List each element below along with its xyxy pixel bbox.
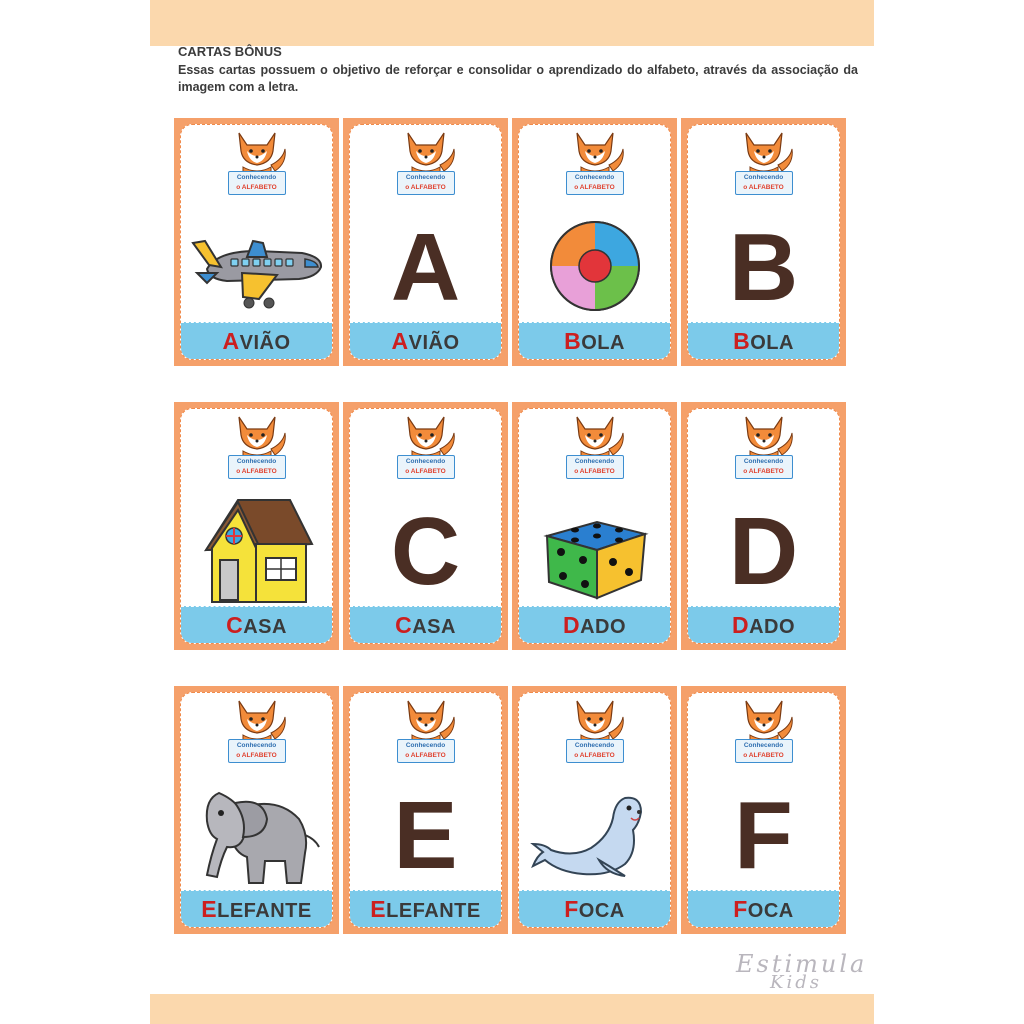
logo-label <box>228 739 286 763</box>
logo-label <box>228 171 286 195</box>
word-band <box>688 890 839 927</box>
word-band <box>519 890 670 927</box>
logo-label <box>735 455 793 479</box>
big-letter: E <box>393 782 458 889</box>
logo-line-2: o ALFABETO <box>743 752 784 759</box>
logo-line-1: Conhecendo <box>743 742 784 749</box>
logo-line-2: o ALFABETO <box>236 468 277 475</box>
logo-line-2: o ALFABETO <box>405 468 446 475</box>
logo-label <box>397 739 455 763</box>
word-rest: ASA <box>243 615 287 638</box>
card-word <box>564 328 625 355</box>
word-band <box>688 322 839 359</box>
card-word <box>226 612 287 639</box>
word-rest: VIÃO <box>239 331 291 354</box>
word-rest: OCA <box>747 899 794 922</box>
logo-line-2: o ALFABETO <box>236 184 277 191</box>
card-word <box>395 612 456 639</box>
flash-card <box>174 402 339 650</box>
card-body <box>349 408 502 644</box>
logo-label <box>397 171 455 195</box>
flash-card <box>343 402 508 650</box>
card-art <box>181 205 332 331</box>
big-letter: F <box>734 782 793 889</box>
word-rest: OLA <box>750 331 794 354</box>
word-band <box>519 322 670 359</box>
card-body <box>518 692 671 928</box>
big-letter: C <box>390 498 461 605</box>
logo-line-2: o ALFABETO <box>743 468 784 475</box>
logo-line-1: Conhecendo <box>574 174 615 181</box>
card-word <box>222 328 290 355</box>
card-word <box>732 612 795 639</box>
elephant-icon <box>187 775 327 898</box>
page-header <box>178 44 858 96</box>
word-rest: ASA <box>412 615 456 638</box>
word-first-letter: E <box>370 895 387 922</box>
card-word <box>391 328 459 355</box>
logo-line-1: Conhecendo <box>574 742 615 749</box>
card-art <box>181 773 332 899</box>
word-band <box>350 890 501 927</box>
card-art <box>350 205 501 331</box>
word-band <box>350 606 501 643</box>
card-body <box>518 408 671 644</box>
card-art <box>519 773 670 899</box>
card-art <box>519 205 670 331</box>
flash-card <box>512 402 677 650</box>
logo-line-1: Conhecendo <box>236 174 277 181</box>
card-body <box>687 408 840 644</box>
flash-card <box>343 118 508 366</box>
big-letter: A <box>390 214 461 321</box>
airplane-icon <box>187 221 327 316</box>
logo-line-1: Conhecendo <box>574 458 615 465</box>
word-first-letter: B <box>564 327 582 354</box>
word-first-letter: B <box>733 327 751 354</box>
word-rest: LEFANTE <box>217 899 312 922</box>
word-first-letter: F <box>564 895 579 922</box>
card-art <box>688 205 839 331</box>
flash-card <box>174 686 339 934</box>
flash-card <box>681 118 846 366</box>
flash-card <box>174 118 339 366</box>
logo-label <box>735 171 793 195</box>
word-band <box>350 322 501 359</box>
word-band <box>181 606 332 643</box>
card-body <box>180 124 333 360</box>
card-word <box>564 896 625 923</box>
flash-card <box>512 118 677 366</box>
word-first-letter: D <box>731 611 750 638</box>
word-first-letter: C <box>226 611 244 638</box>
word-band <box>181 322 332 359</box>
logo-line-2: o ALFABETO <box>574 752 615 759</box>
word-band <box>181 890 332 927</box>
card-word <box>733 328 794 355</box>
word-first-letter: F <box>733 895 748 922</box>
brand-logo <box>730 950 868 996</box>
card-word <box>563 612 626 639</box>
big-letter: D <box>728 498 799 605</box>
flash-card <box>681 402 846 650</box>
card-body <box>349 124 502 360</box>
word-band <box>519 606 670 643</box>
logo-line-2: o ALFABETO <box>743 184 784 191</box>
flash-card <box>681 686 846 934</box>
logo-line-2: o ALFABETO <box>405 752 446 759</box>
brand-line-1: Estimula <box>736 950 868 978</box>
page-description: Essas cartas possuem o objetivo de reforçar e consolidar o aprendizado do alfabeto, através da associação da imagem com a letra. <box>178 63 858 94</box>
logo-label <box>397 455 455 479</box>
card-art <box>688 773 839 899</box>
word-band <box>688 606 839 643</box>
logo-line-2: o ALFABETO <box>574 184 615 191</box>
logo-line-1: Conhecendo <box>236 742 277 749</box>
word-first-letter: C <box>395 611 413 638</box>
word-rest: VIÃO <box>408 331 460 354</box>
logo-line-1: Conhecendo <box>405 174 446 181</box>
word-first-letter: A <box>222 327 240 354</box>
logo-label <box>735 739 793 763</box>
word-rest: ADO <box>580 615 627 638</box>
card-body <box>180 408 333 644</box>
logo-line-2: o ALFABETO <box>236 752 277 759</box>
card-body <box>687 124 840 360</box>
logo-label <box>566 171 624 195</box>
logo-line-1: Conhecendo <box>236 458 277 465</box>
brand-line-2: Kids <box>770 972 822 993</box>
logo-label <box>566 739 624 763</box>
top-decor-band <box>150 0 874 46</box>
card-body <box>518 124 671 360</box>
logo-line-1: Conhecendo <box>743 174 784 181</box>
logo-line-2: o ALFABETO <box>574 468 615 475</box>
card-art <box>688 489 839 615</box>
logo-line-1: Conhecendo <box>743 458 784 465</box>
word-rest: OCA <box>578 899 625 922</box>
card-art <box>350 773 501 899</box>
card-word <box>733 896 794 923</box>
logo-label <box>228 455 286 479</box>
card-body <box>180 692 333 928</box>
card-word <box>201 896 311 923</box>
card-art <box>181 489 332 615</box>
word-first-letter: E <box>201 895 218 922</box>
seal-icon <box>529 786 661 887</box>
word-rest: ADO <box>749 615 796 638</box>
card-body <box>349 692 502 928</box>
flash-card <box>512 686 677 934</box>
card-body <box>687 692 840 928</box>
house-icon <box>198 492 316 613</box>
card-art <box>519 489 670 615</box>
dice-icon <box>541 500 649 605</box>
page-title: CARTAS BÔNUS <box>178 44 282 59</box>
word-first-letter: A <box>391 327 409 354</box>
logo-line-2: o ALFABETO <box>405 184 446 191</box>
card-art <box>350 489 501 615</box>
word-rest: OLA <box>581 331 625 354</box>
big-letter: B <box>728 214 799 321</box>
logo-line-1: Conhecendo <box>405 458 446 465</box>
word-first-letter: D <box>562 611 581 638</box>
word-rest: LEFANTE <box>386 899 481 922</box>
ball-icon <box>547 218 643 319</box>
card-word <box>370 896 480 923</box>
logo-line-1: Conhecendo <box>405 742 446 749</box>
flash-card <box>343 686 508 934</box>
logo-label <box>566 455 624 479</box>
bottom-decor-band <box>150 994 874 1024</box>
